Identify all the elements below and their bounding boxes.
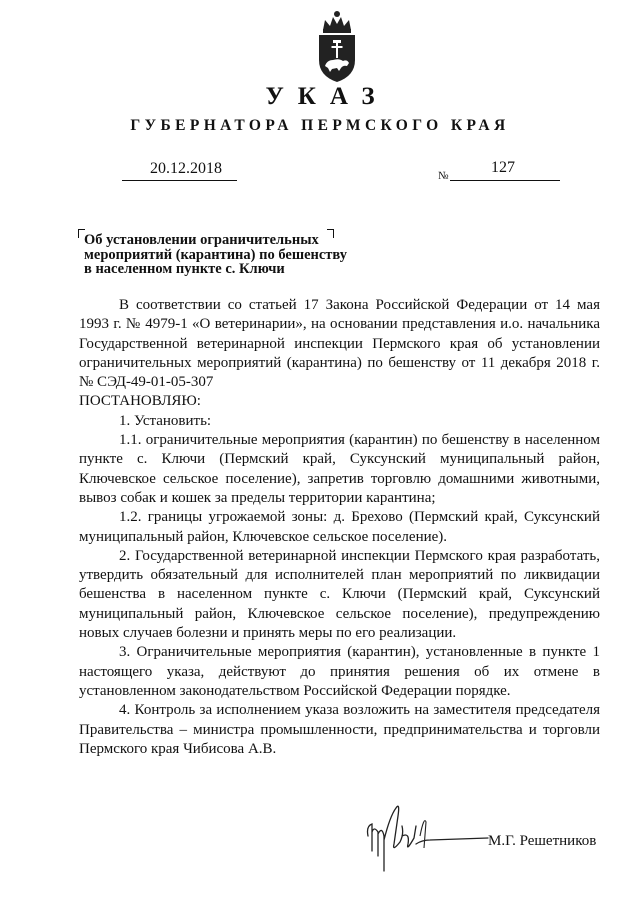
signer-name: М.Г. Решетников [488,833,597,849]
document-subject [84,233,384,277]
document-date: 20.12.2018 [150,160,222,177]
document-number: 127 [491,159,515,176]
coat-of-arms-icon [313,8,361,84]
preamble-paragraph: В соответствии со статьей 17 Закона Российской Федерации от 14 мая 1993 г. № 4979-1 «О ветеринарии», на основании представления и.о. начальника Государственной ветеринарной инспекции Пермского края об установлении ограничительных мероприятий (карантина) по бешенству от 11 декабря 2018 г. № СЭД-49-01-05-307 [79,297,600,391]
clause-2: 2. Государственной ветеринарной инспекции Пермского края разработать, утвердить обязательный для исполнителей план мероприятий по ликвидации бешенства в населенном пункте с. Ключи (Пермский край, Суксунский муниципальный район, Ключевское сельское поселение), предупреждению новых случаев болезни и принять меры по его реализации. [79,547,600,642]
subject-line: в населенном пункте с. Ключи [84,261,285,277]
date-underline [122,180,237,181]
document-issuer: ГУБЕРНАТОРА ПЕРМСКОГО КРАЯ [130,117,510,134]
clause-3: 3. Ограничительные мероприятия (карантин), установленные в пункте 1 настоящего указа, действуют до принятия решения об их отмене в установленном законодательством Российской Федерации порядке. [79,644,600,699]
clause-1-1: 1.1. ограничительные мероприятия (карантин) по бешенству в населенном пункте с. Ключи (Пермский край, Суксунский муниципальный район, Ключевское сельское поселение), запретив торговлю домашними животными, вывоз собак и кошек за пределы территории карантина; [79,432,600,506]
subject-line: мероприятий (карантина) по бешенству [84,246,348,263]
subject-line: Об установлении ограничительных [84,232,319,248]
clause-4: 4. Контроль за исполнением указа возложить на заместителя председателя Правительства – министра промышленности, предпринимательства и торговли Пермского края Чибисова А.В. [79,702,600,757]
document-body [79,296,600,759]
number-sign: № [438,170,449,182]
document-title: УКАЗ [265,83,389,110]
clause-1-2: 1.2. границы угрожаемой зоны: д. Брехово (Пермский край, Суксунский муниципальный район, Ключевское сельское поселение). [79,509,600,545]
clause-1: 1. Установить: [119,412,212,429]
number-underline [450,180,560,181]
signature-image [360,796,490,876]
decree-word: ПОСТАНОВЛЯЮ: [79,393,201,410]
